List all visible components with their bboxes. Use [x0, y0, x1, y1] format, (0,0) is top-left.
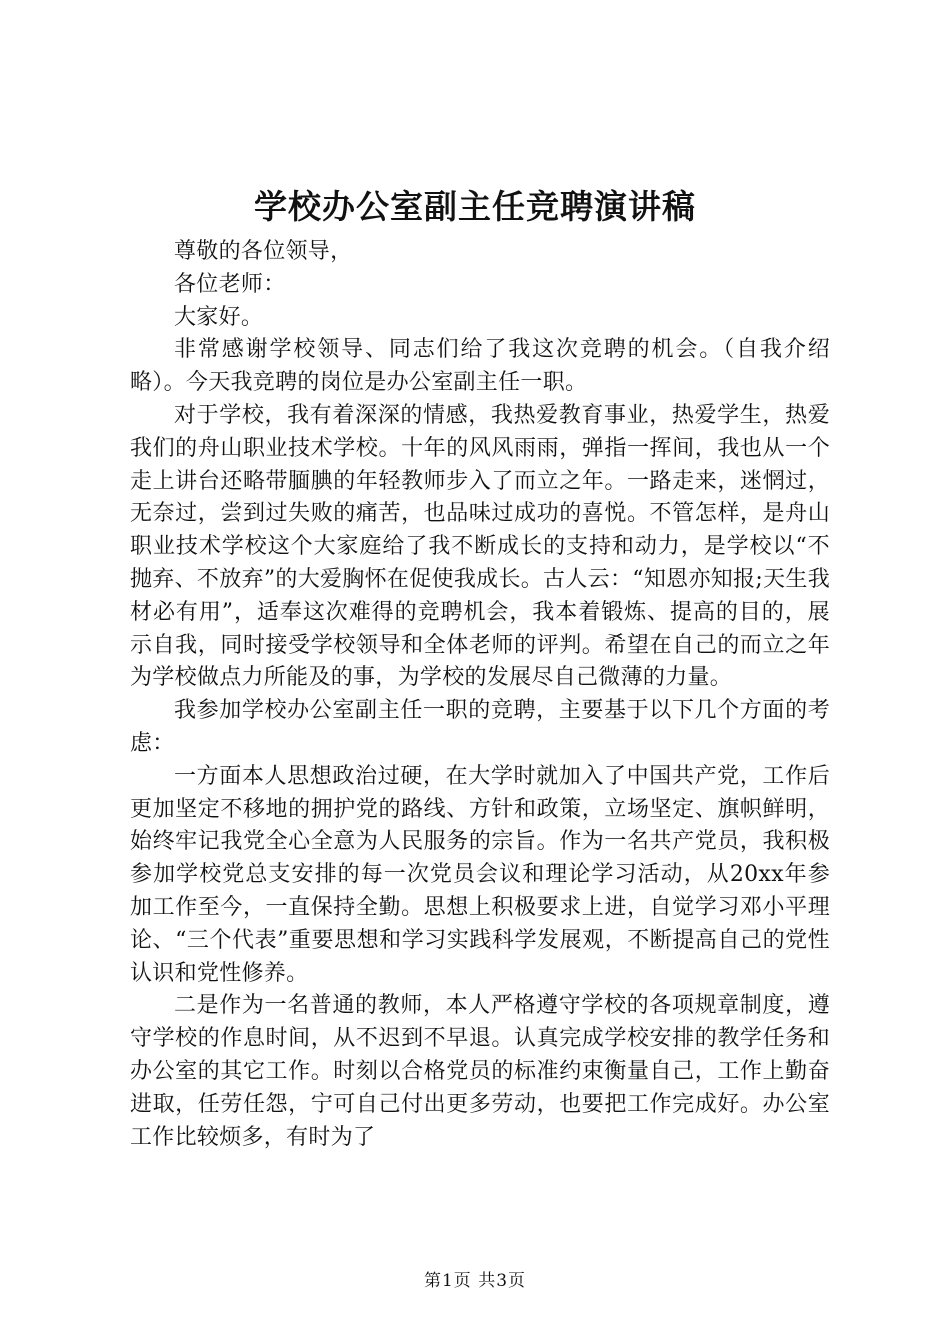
paragraph-political: 一方面本人思想政治过硬，在大学时就加入了中国共产党，工作后更加坚定不移地的拥护党的路线、方针和政策，立场坚定、旗帜鲜明，始终牢记我党全心全意为人民服务的宗旨。作为一名共产党员，我积极参加学校党总支安排的每一次党员会议和理论学习活动，从20xx年参加工作至今，一直保持全勤。思想上积极要求上进，自觉学习邓小平理论、“三个代表”重要思想和学习实践科学发展观，不断提高自己的党性认识和党性修养。: [130, 763, 830, 986]
salutation-teachers: 各位老师：: [174, 271, 286, 297]
paragraph-feelings: 对于学校，我有着深深的情感，我热爱教育事业，热爱学生，热爱我们的舟山职业技术学校。十年的风风雨雨，弹指一挥间，我也从一个走上讲台还略带腼腆的年轻教师步入了而立之年。一路走来，迷惘过，无奈过，尝到过失败的痛苦，也品味过成功的喜悦。不管怎样，是舟山职业技术学校这个大家庭给了我不断成长的支持和动力，是学校以“不抛弃、不放弃”的大爱胸怀在促使我成长。古人云：“知恩亦知报;天生我材必有用”，适奉这次难得的竞聘机会，我本着锻炼、提高的目的，展示自我，同时接受学校领导和全体老师的评判。希望在自己的而立之年为学校做点力所能及的事，为学校的发展尽自己微薄的力量。: [130, 402, 830, 691]
paragraph-reasons: 我参加学校办公室副主任一职的竞聘，主要基于以下几个方面的考虑：: [130, 698, 830, 756]
document-body: [130, 236, 830, 1154]
paragraph-teacher: 二是作为一名普通的教师，本人严格遵守学校的各项规章制度，遵守学校的作息时间，从不迟到不早退。认真完成学校安排的教学任务和办公室的其它工作。时刻以合格党员的标准约束衡量自己，工作上勤奋进取，任劳任怨，宁可自己付出更多劳动，也要把工作完成好。办公室工作比较烦多，有时为了: [130, 993, 830, 1150]
page-number-footer: 第1页 共3页: [423, 1271, 527, 1291]
paragraph-intro: 非常感谢学校领导、同志们给了我这次竞聘的机会。（自我介绍略）。今天我竞聘的岗位是办公室副主任一职。: [130, 337, 830, 396]
document-title: 学校办公室副主任竞聘演讲稿: [254, 187, 696, 226]
greeting: 大家好。: [174, 304, 264, 330]
salutation-leaders: 尊敬的各位领导，: [174, 239, 353, 264]
